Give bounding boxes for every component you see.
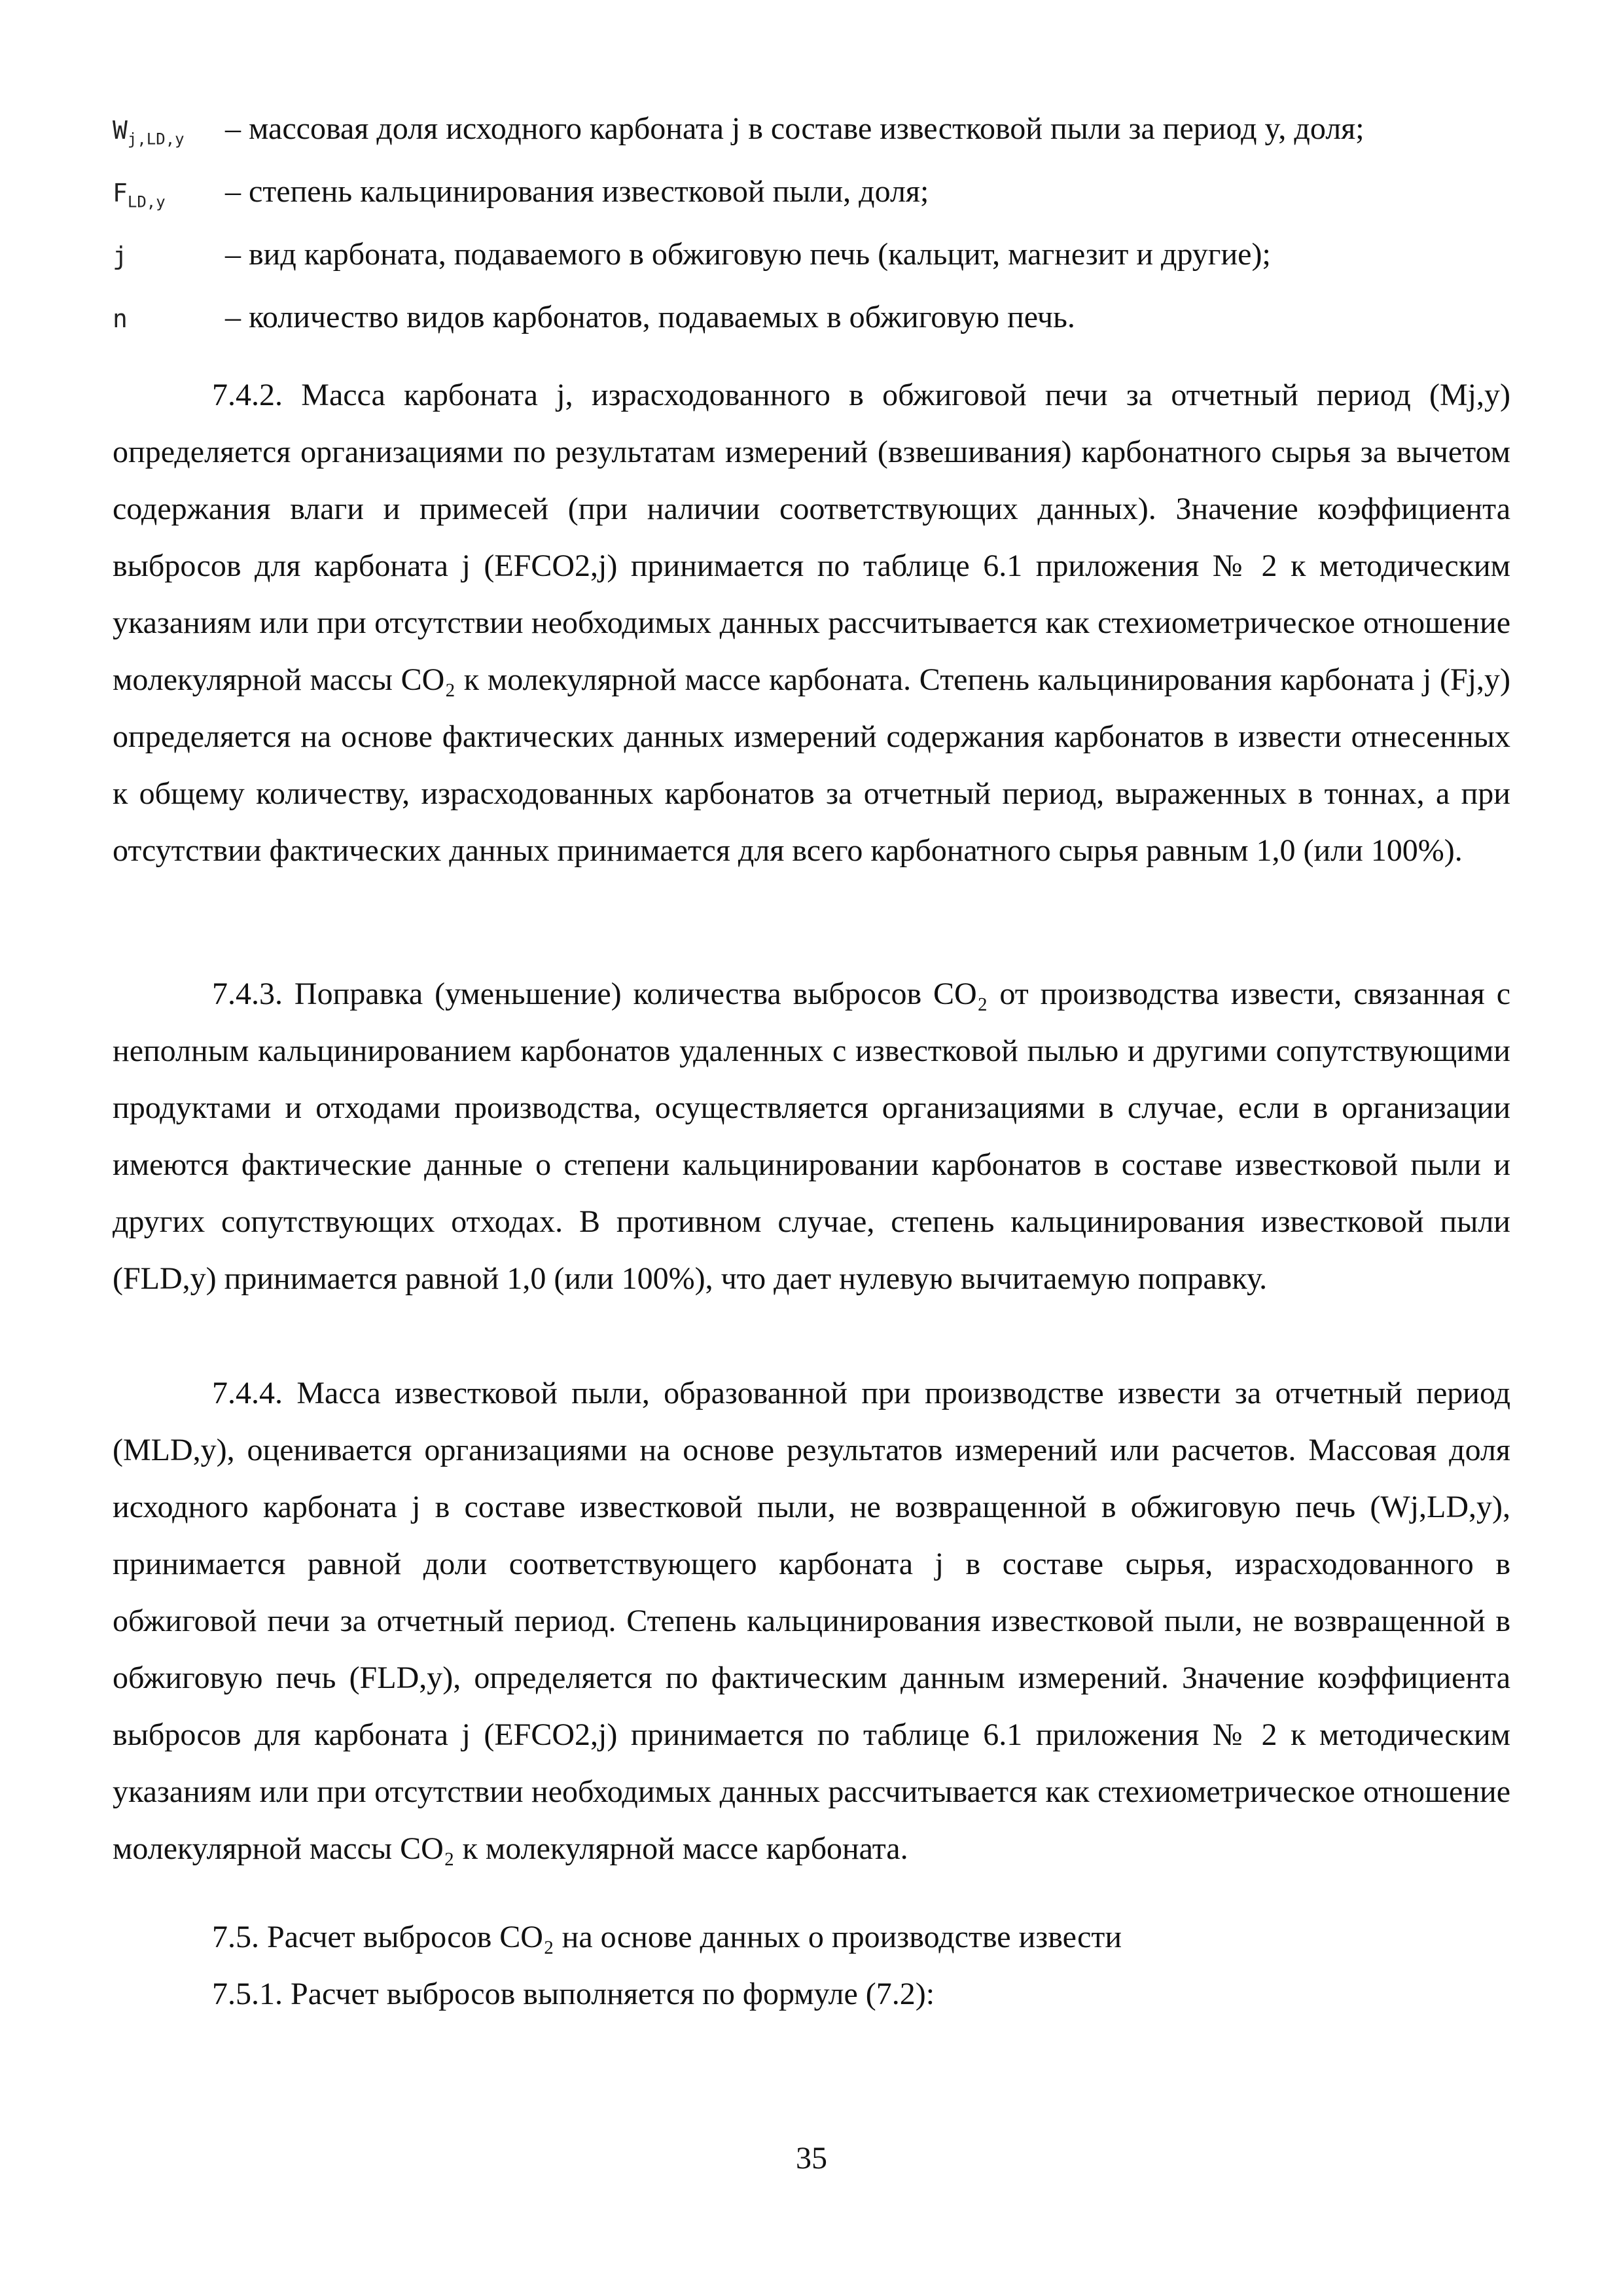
definition-row	[113, 110, 1513, 173]
paragraph-7-4-4: 7.4.4. Масса известковой пыли, образованной при производстве извести за отчетный период (MLD,y), оценивается организациями на основе результатов измерений или расчетов. Массовая доля исходного карбоната j в составе известковой пыли, не возвращенной в обжиговую печь (Wj,LD,y), принимается равной доли соответствующего карбоната j в составе сырья, израсходованного в обжиговой печи за отчетный период. Степень кальцинирования известковой пыли, не возвращенной в обжиговую печь (FLD,y), определяется по фактическим данным измерений. Значение коэффициента выбросов для карбоната j (EFCO2,j) принимается по таблице 6.1 приложения № 2 к методическим указаниям или при отсутствии необходимых данных рассчитывается как стехиометрическое отношение молекулярной массы CO₂ к молекулярной массе карбоната.	[113, 1376, 1510, 1866]
definition-row	[113, 236, 1513, 298]
definition-symbol: n	[113, 304, 128, 333]
definition-text: – степень кальцинирования известковой пыли, доля;	[225, 174, 929, 209]
definition-symbol: j	[113, 242, 128, 270]
definition-text: – количество видов карбонатов, подаваемых в обжиговую печь.	[225, 300, 1075, 334]
definition-symbol: $F_{LD,y}$	[113, 179, 166, 211]
section-heading-7-5: 7.5. Расчет выбросов CO₂ на основе данных о производстве извести	[212, 1920, 1122, 1954]
definition-text: – массовая доля исходного карбоната j в составе известковой пыли за период y, доля;	[225, 111, 1364, 146]
definition-row	[113, 298, 1513, 361]
definition-text: – вид карбоната, подаваемого в обжиговую печь (кальцит, магнезит и другие);	[225, 237, 1271, 272]
definitions-list	[113, 110, 1513, 361]
definition-row	[113, 173, 1513, 236]
page-number: 35	[796, 2141, 827, 2176]
definition-symbol: $W_{j,LD,y}$	[113, 116, 185, 149]
paragraph-7-4-2: 7.4.2. Масса карбоната j, израсходованного в обжиговой печи за отчетный период (Mj,y) определяется организациями по результатам измерений (взвешивания) карбонатного сырья за вычетом содержания влаги и примесей (при наличии соответствующих данных). Значение коэффициента выбросов для карбоната j (EFCO2,j) принимается по таблице 6.1 приложения № 2 к методическим указаниям или при отсутствии необходимых данных рассчитывается как стехиометрическое отношение молекулярной массы CO₂ к молекулярной массе карбоната. Степень кальцинирования карбоната j (Fj,y) определяется на основе фактических данных измерений содержания карбонатов в извести отнесенных к общему количеству, израсходованных карбонатов за отчетный период, выраженных в тоннах, а при отсутствии фактических данных принимается для всего карбонатного сырья равным 1,0 (или 100%).	[113, 378, 1510, 868]
paragraph-7-4-3: 7.4.3. Поправка (уменьшение) количества выбросов CO₂ от производства извести, связанная с неполным кальцинированием карбонатов удаленных с известковой пылью и другими сопутствующими продуктами и отходами производства, осуществляется организациями в случае, если в организации имеются фактические данные о степени кальцинировании карбонатов в составе известковой пыли и других сопутствующих отходах. В противном случае, степень кальцинирования известковой пыли (FLD,y) принимается равной 1,0 (или 100%), что дает нулевую вычитаемую поправку.	[113, 977, 1510, 1296]
section-heading-7-5-1: 7.5.1. Расчет выбросов выполняется по формуле (7.2):	[212, 1977, 935, 2011]
